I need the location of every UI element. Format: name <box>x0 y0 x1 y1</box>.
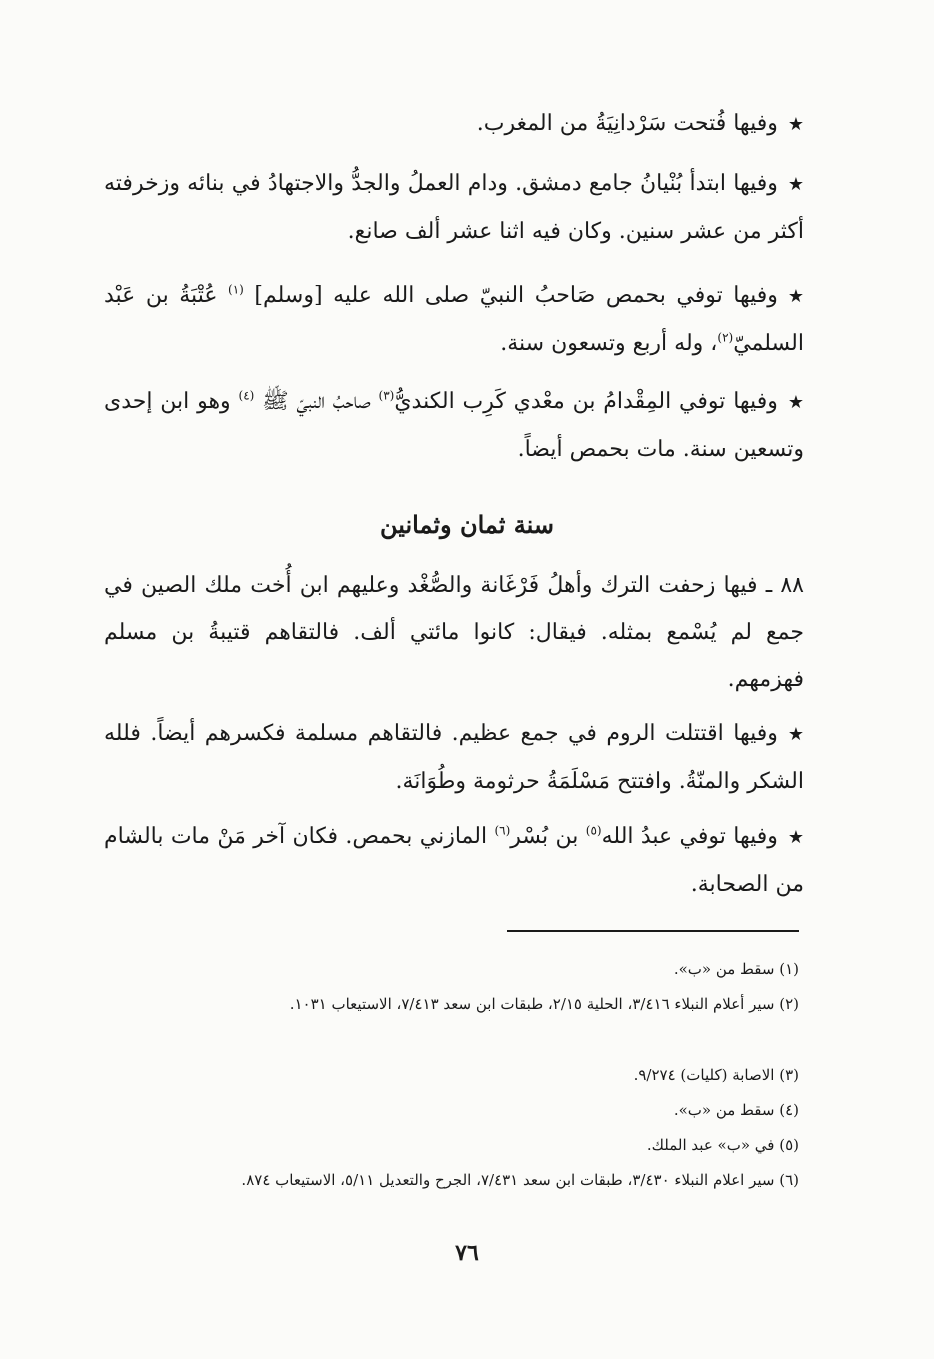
star-bullet-icon: ★ <box>787 114 804 135</box>
paragraph-sardinia <box>104 100 804 148</box>
footnote-ref: (٢) <box>717 330 734 345</box>
paragraph-damascus-mosque <box>104 160 804 255</box>
footnote-ref: (٤) <box>238 388 255 403</box>
star-bullet-icon: ★ <box>787 827 805 848</box>
paragraph-miqdam <box>104 378 804 473</box>
footnote-ref: (٦) <box>494 823 511 838</box>
star-bullet-icon: ★ <box>787 174 805 195</box>
paragraph-text: وهو ابن إحدى وتسعين سنة. مات بحمص أيضاً. <box>104 389 804 462</box>
paragraph-text: وفيها توفي بحمص صَاحبُ النبيّ صلى الله عليه [وسلم] <box>254 283 778 308</box>
section-heading: سنة ثمان وثمانين <box>379 510 555 539</box>
footnote-4: (٤) سقط من «ب». <box>673 1101 799 1119</box>
footnote-2: (٢) سير أعلام النبلاء ٣/٤١٦، الحلية ٢/١٥، طبقات ابن سعد ٧/٤١٣، الاستيعاب ١٠٣١. <box>289 995 799 1013</box>
paragraph-text: المازني بحمص. فكان آخر مَنْ مات بالشام من الصحابة. <box>104 824 804 897</box>
footnote-1: (١) سقط من «ب». <box>673 960 799 978</box>
paragraph-text: بن بُسْر <box>510 824 579 849</box>
paragraph-text: وفيها اقتتلت الروم في جمع عظيم. فالتقاهم مسلمة فكسرهم أيضاً. فلله الشكر والمنّةُ. وافتتح مَسْلَمَةُ حرثومة وطُوَانَة. <box>104 721 804 794</box>
star-bullet-icon: ★ <box>787 286 805 307</box>
paragraph-text: وفيها توفي عبدُ الله <box>601 824 778 849</box>
paragraph-text: وفيها فُتحت سَرْدانِيَةُ من المغرب. <box>476 111 778 136</box>
star-bullet-icon: ★ <box>787 392 804 413</box>
paragraph-text: عُتْبَةُ بن عَبْد السلميّ <box>104 283 804 356</box>
footnote-ref: (٥) <box>585 823 602 838</box>
page-number: ٧٦ <box>455 1240 479 1266</box>
paragraph-abdullah <box>104 813 804 908</box>
footnote-ref: (١) <box>228 282 244 297</box>
paragraph-utba <box>104 272 804 367</box>
paragraph-rum-battle <box>104 710 804 805</box>
footnote-5: (٥) في «ب» عبد الملك. <box>646 1136 799 1154</box>
paragraph-text: وفيها ابتدأ بُنْيانُ جامع دمشق. ودام العملُ والجدُّ والاجتهادُ في بنائه وزخرفته أكثر من عشر سنين. وكان فيه اثنا عشر ألف صانع. <box>104 171 804 244</box>
paragraph-text: ٨٨ ـ فيها زحفت الترك وأهلُ فَرْغَانة والصُّغْد وعليهم ابن أُخت ملك الصين في جمع لم يُسْمع بمثله. فيقال: كانوا مائتي ألف. فالتقاهم قتيبةُ بن مسلم فهزمهم. <box>104 573 804 692</box>
paragraph-text: صاحبُ النبيّ ﷺ <box>262 389 371 414</box>
footnote-3: (٣) الاصابة (كليات) ٩/٢٧٤. <box>633 1066 799 1084</box>
footnote-ref: (٣) <box>378 388 395 403</box>
paragraph-text: ، وله أربع وتسعون سنة. <box>500 331 718 356</box>
footnote-6: (٦) سير اعلام النبلاء ٣/٤٣٠، طبقات ابن سعد ٧/٤٣١، الجرح والتعديل ٥/١١، الاستيعاب ٨٧٤. <box>241 1171 799 1189</box>
star-bullet-icon: ★ <box>787 724 804 745</box>
paragraph-year-88 <box>104 562 804 703</box>
footnote-divider <box>507 930 799 932</box>
paragraph-text: وفيها توفي المِقْدامُ بن معْدي كَرِب الكنديُّ <box>394 389 778 414</box>
